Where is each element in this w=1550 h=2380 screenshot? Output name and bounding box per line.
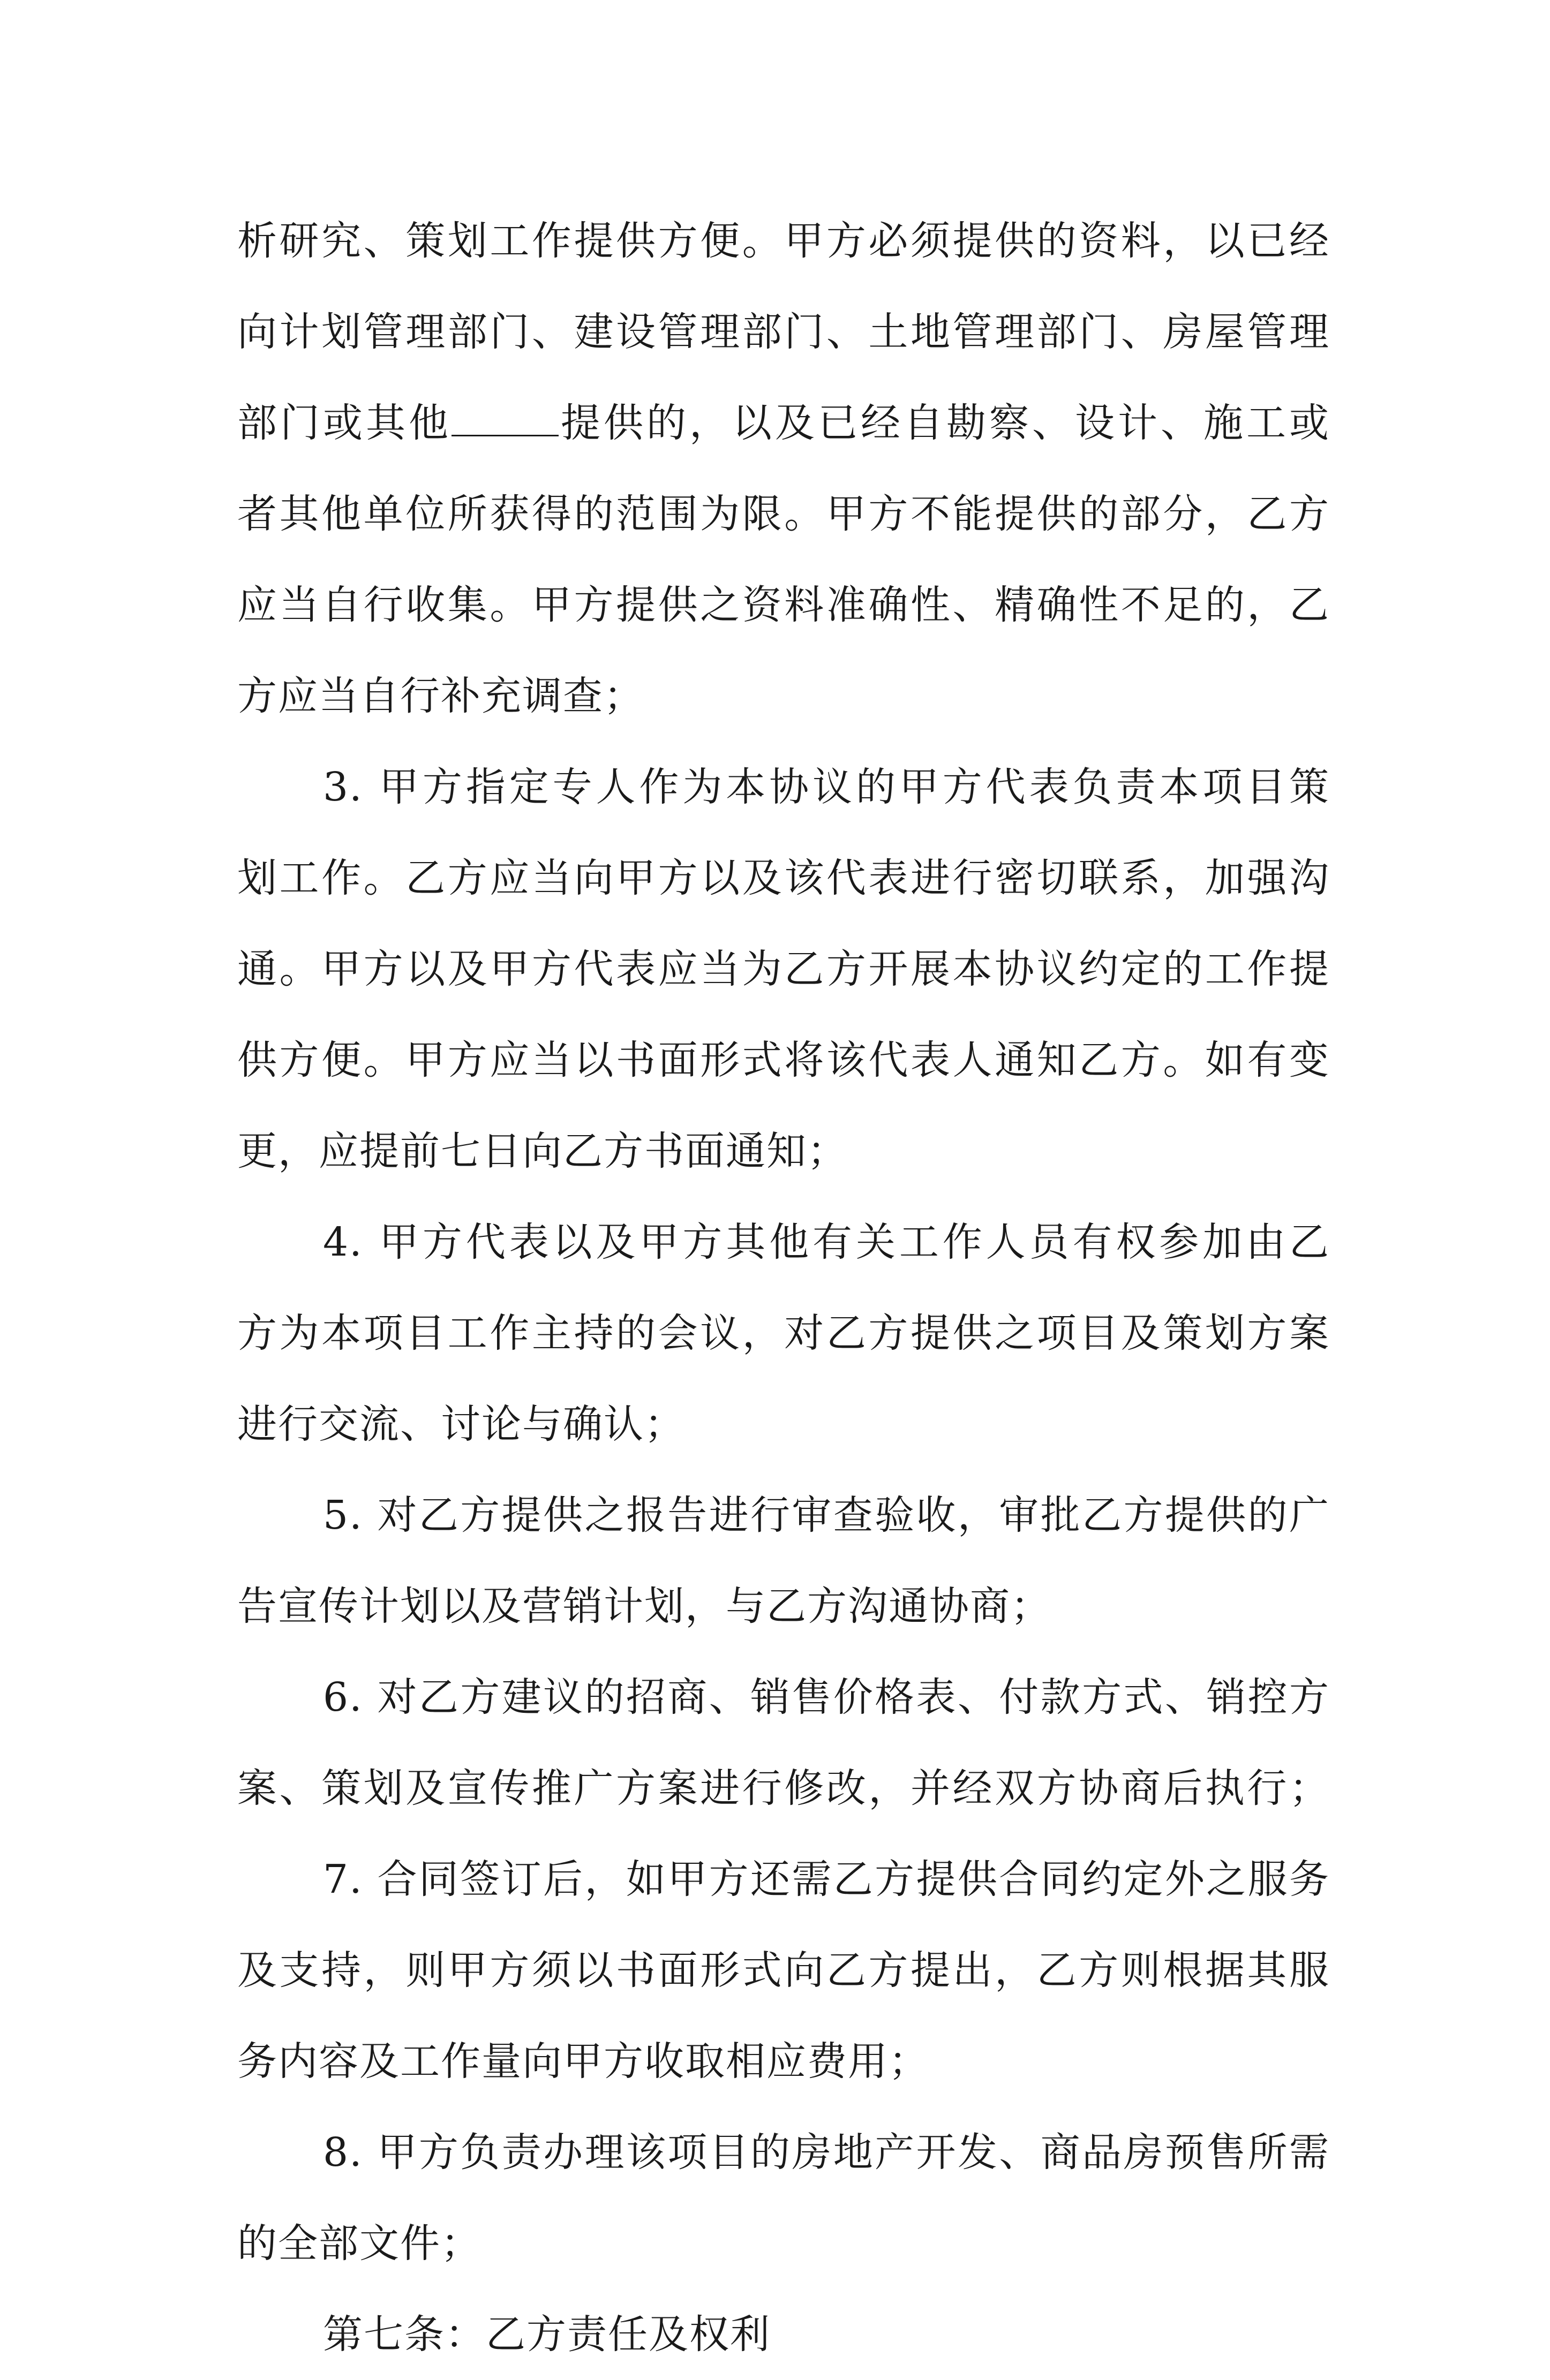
- article-heading: [237, 2289, 1330, 2380]
- text-line: [237, 377, 1330, 469]
- text-line: 4. 甲方代表以及甲方其他有关工作人员有权参加由乙: [323, 1219, 1330, 1265]
- article-title: 第七条：乙方责任及权利: [323, 2311, 771, 2358]
- text-line: 8. 甲方负责办理该项目的房地产开发、商品房预售所需: [323, 2129, 1330, 2175]
- clause-item-3: [237, 742, 1330, 1197]
- text-fragment: 提供的，以及已经自勘察、设计、施工或: [559, 400, 1330, 446]
- text-fragment: 部门或其他: [237, 400, 452, 446]
- text-line: 3. 甲方指定专人作为本协议的甲方代表负责本项目策: [323, 764, 1330, 810]
- text-line: 供方便。甲方应当以书面形式将该代表人通知乙方。如有变: [237, 1037, 1330, 1083]
- text-line: 7. 合同签订后，如甲方还需乙方提供合同约定外之服务: [323, 1856, 1330, 1902]
- clause-item-4: [237, 1197, 1330, 1470]
- text-line: 者其他单位所获得的范围为限。甲方不能提供的部分，乙方: [237, 491, 1330, 537]
- document-body: [237, 195, 1330, 2380]
- text-line: 的全部文件；: [237, 2220, 481, 2266]
- text-line: 应当自行收集。甲方提供之资料准确性、精确性不足的，乙: [237, 582, 1330, 628]
- text-line: 告宣传计划以及营销计划，与乙方沟通协商；: [237, 1583, 1051, 1629]
- text-line: 通。甲方以及甲方代表应当为乙方开展本协议约定的工作提: [237, 946, 1330, 992]
- text-line: 向计划管理部门、建设管理部门、土地管理部门、房屋管理: [237, 309, 1330, 355]
- clause-item-7: [237, 1834, 1330, 2107]
- text-line: 进行交流、讨论与确认；: [237, 1401, 685, 1447]
- clause-item-5: [237, 1470, 1330, 1652]
- text-line: 析研究、策划工作提供方便。甲方必须提供的资料，以已经: [237, 218, 1330, 264]
- text-line: 方应当自行补充调查；: [237, 673, 644, 719]
- text-line: 划工作。乙方应当向甲方以及该代表进行密切联系，加强沟: [237, 855, 1330, 901]
- text-line: 务内容及工作量向甲方收取相应费用；: [237, 2038, 929, 2084]
- text-line: 5. 对乙方提供之报告进行审查验收，审批乙方提供的广: [323, 1492, 1330, 1538]
- clause-item-6: [237, 1652, 1330, 1834]
- clause-item-8: [237, 2107, 1330, 2289]
- blank-underline: [452, 405, 559, 436]
- text-line: 及支持，则甲方须以书面形式向乙方提出，乙方则根据其服: [237, 1947, 1330, 1993]
- text-line: 案、策划及宣传推广方案进行修改，并经双方协商后执行；: [237, 1765, 1330, 1811]
- text-line: 方为本项目工作主持的会议，对乙方提供之项目及策划方案: [237, 1310, 1330, 1356]
- text-line: 6. 对乙方建议的招商、销售价格表、付款方式、销控方: [323, 1674, 1330, 1720]
- text-line: 更，应提前七日向乙方书面通知；: [237, 1128, 848, 1174]
- paragraph-continuation: [237, 195, 1330, 742]
